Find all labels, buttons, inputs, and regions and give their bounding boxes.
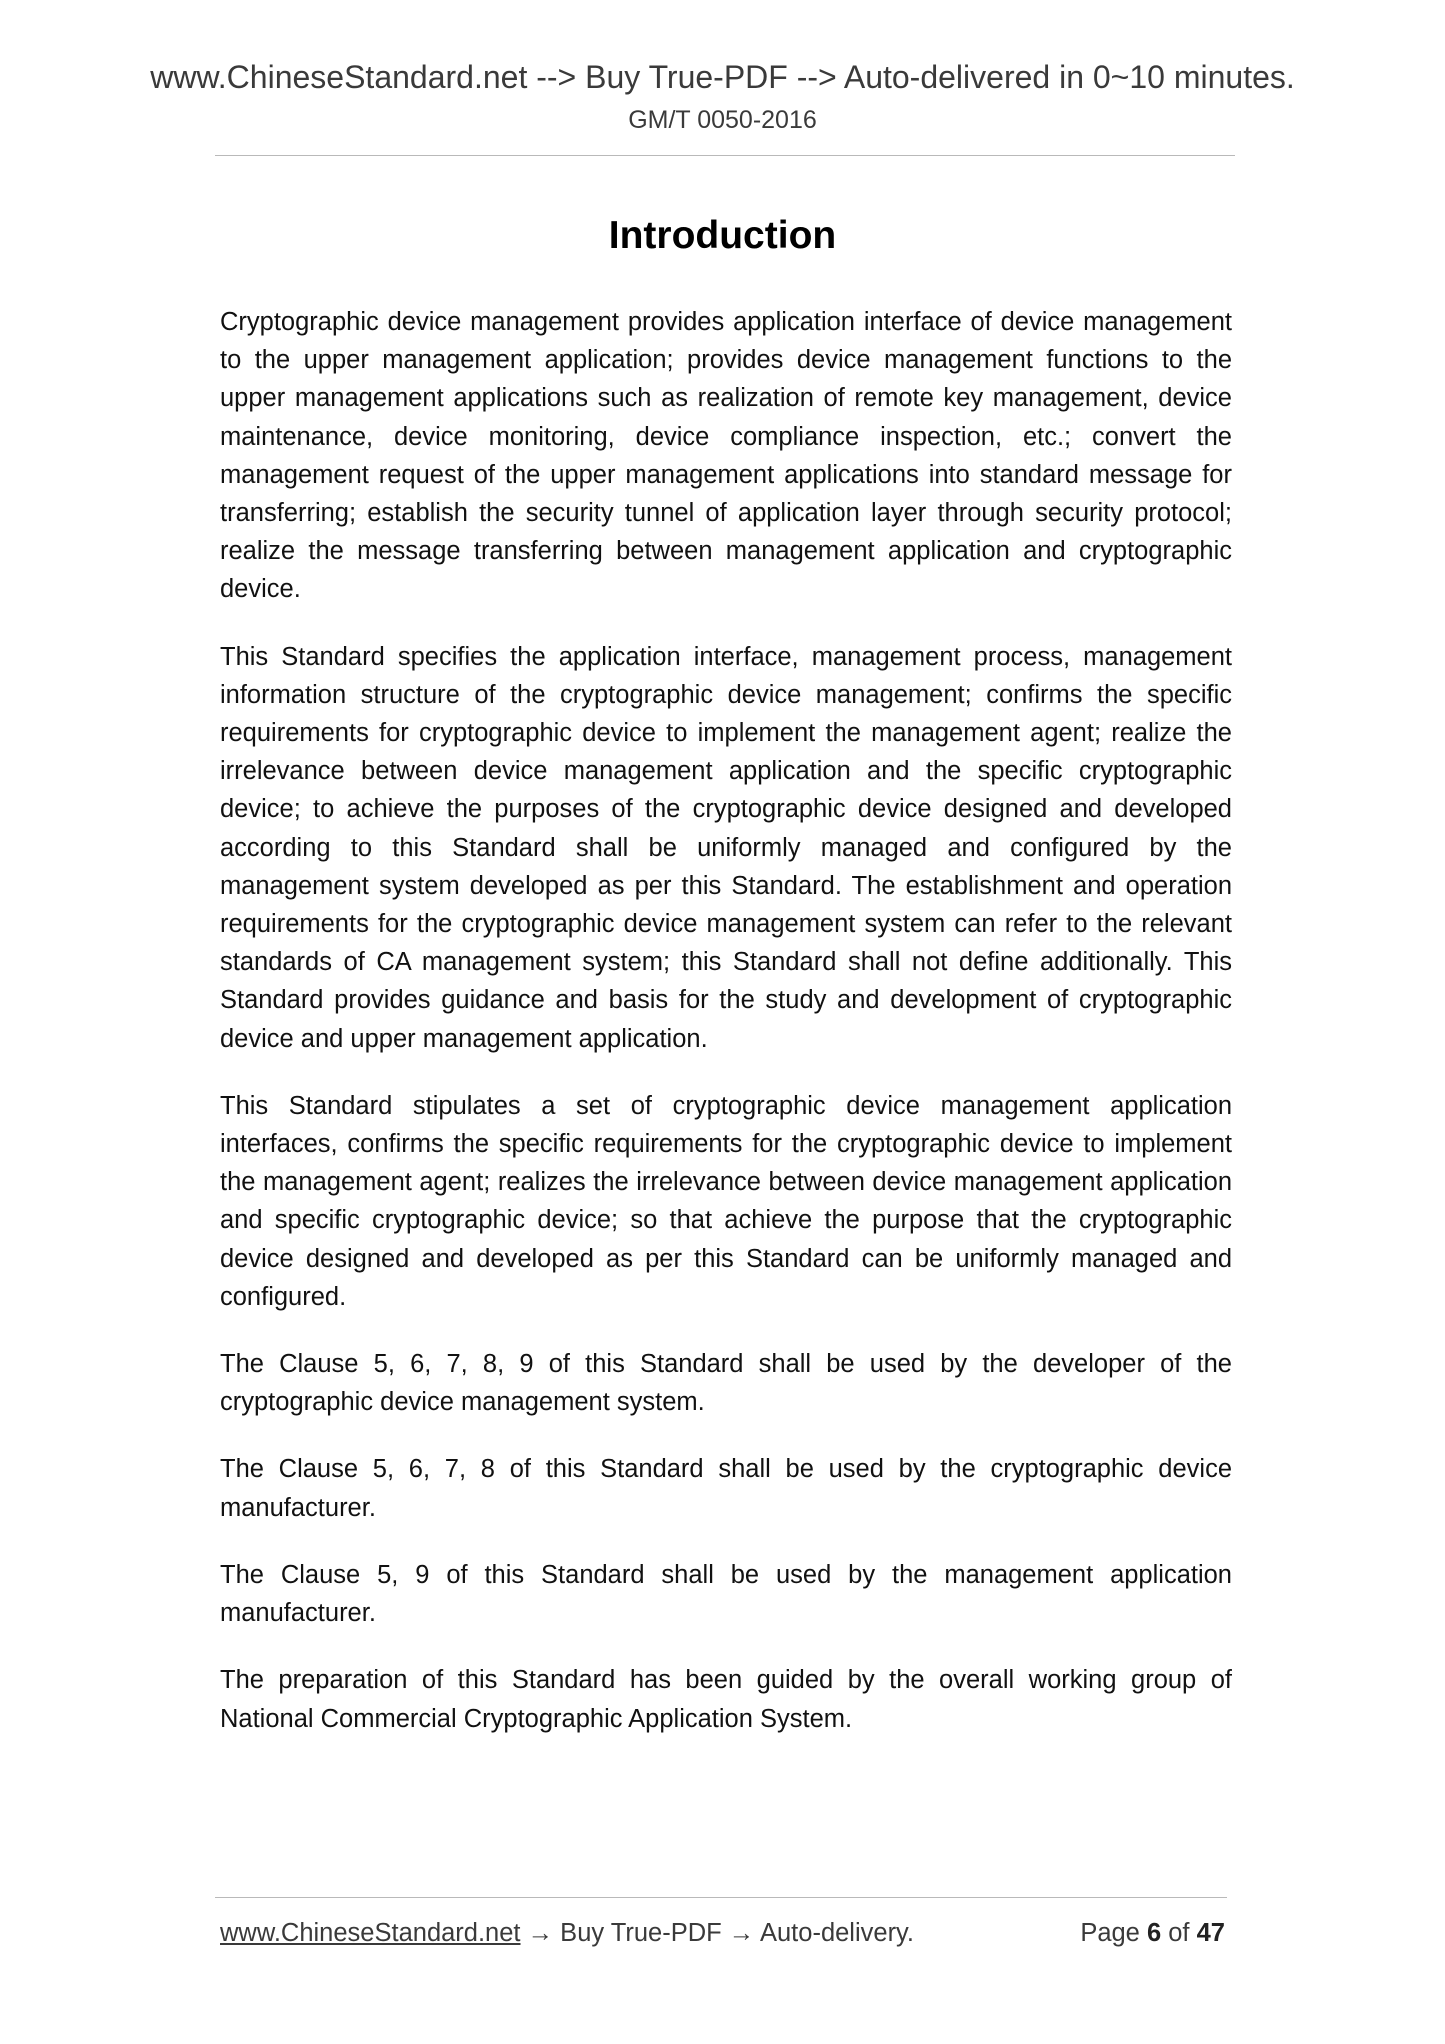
page-total: 47: [1196, 1919, 1225, 1947]
paragraph-1: Cryptographic device management provides application interface of device management to the upper management application; provides device management functions to the upper management applications such as realization of remote key management, device maintenance, device monitoring, device compliance inspection, etc.; convert the management request of the upper management applications into standard message for transferring; establish the security tunnel of application layer through security protocol; realize the message transferring between management application and cryptographic device.: [220, 308, 1232, 604]
footer-site-link[interactable]: www.ChineseStandard.net: [220, 1919, 521, 1947]
paragraph-2: This Standard specifies the application interface, management process, management information structure of the cryptographic device management; confirms the specific requirements for cryptographic device to implement the management agent; realize the irrelevance between device management application and the specific cryptographic device; to achieve the purposes of the cryptographic device designed and developed according to this Standard shall be uniformly managed and configured by the management system developed as per this Standard. The establishment and operation requirements for the cryptographic device management system can refer to the relevant standards of CA management system; this Standard shall not define additionally. This Standard provides guidance and basis for the study and development of cryptographic device and upper management application.: [220, 642, 1232, 1053]
document-body: [220, 303, 1232, 1767]
paragraph-4: The Clause 5, 6, 7, 8, 9 of this Standard shall be used by the developer of the cryptographic device management system.: [220, 1350, 1232, 1417]
page-number: [1080, 1916, 1225, 1950]
page-of-label: of: [1168, 1919, 1190, 1947]
paragraph-7: The preparation of this Standard has been guided by the overall working group of National Commercial Cryptographic Application System.: [220, 1666, 1232, 1733]
paragraph-6: The Clause 5, 9 of this Standard shall be used by the management application manufacturer.: [220, 1560, 1232, 1628]
page-label: Page: [1080, 1919, 1140, 1947]
paragraph-3: This Standard stipulates a set of cryptographic device management application interfaces, confirms the specific requirements for the cryptographic device to implement the management agent; realizes the irrelevance between device management application and specific cryptographic device; so that achieve the purpose that the cryptographic device designed and developed as per this Standard can be uniformly managed and configured.: [220, 1091, 1232, 1311]
header-divider: [215, 155, 1235, 156]
header-banner: www.ChineseStandard.net --> Buy True-PDF --> Auto-delivered in 0~10 minutes.: [150, 59, 1295, 95]
footer-promo-text: → Buy True-PDF → Auto-delivery.: [520, 1919, 914, 1947]
page-current: 6: [1146, 1919, 1162, 1947]
page-title: Introduction: [608, 214, 837, 257]
footer-divider: [215, 1897, 1227, 1898]
footer-promo: [220, 1916, 914, 1950]
paragraph-5: The Clause 5, 6, 7, 8 of this Standard shall be used by the cryptographic device manufacturer.: [220, 1455, 1232, 1522]
standard-code: GM/T 0050-2016: [628, 106, 817, 134]
